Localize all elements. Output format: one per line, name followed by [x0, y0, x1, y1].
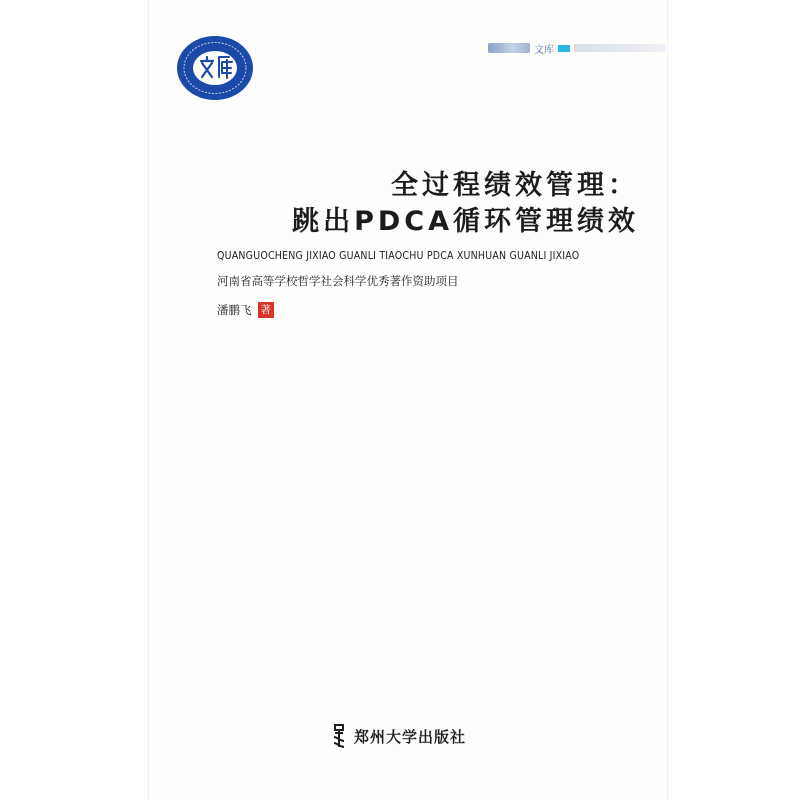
title-line-1: 全过程绩效管理： [391, 170, 639, 201]
author-name: 潘鹏飞 [217, 303, 252, 317]
publisher-logo-icon [332, 723, 346, 749]
publisher [332, 723, 466, 749]
series-label: 文库 [534, 44, 554, 56]
series-mark [488, 40, 666, 56]
author-role-badge: 著 [258, 302, 275, 318]
title-block [292, 168, 639, 240]
pinyin-title: QUANGUOCHENG JIXIAO GUANLI TIAOCHU PDCA XUNHUAN GUANLI JIXIAO [217, 250, 580, 262]
series-name-block [488, 43, 530, 53]
publisher-name: 郑州大学出版社 [354, 727, 467, 746]
title-line-2: 跳出PDCA循环管理绩效 [292, 206, 639, 237]
series-accent-square [558, 45, 570, 52]
series-underline-bar [574, 44, 666, 52]
author-line [217, 302, 274, 318]
library-seal-icon [175, 35, 255, 101]
book-cover [148, 0, 668, 800]
project-subtitle: 河南省高等学校哲学社会科学优秀著作资助项目 [217, 274, 459, 288]
